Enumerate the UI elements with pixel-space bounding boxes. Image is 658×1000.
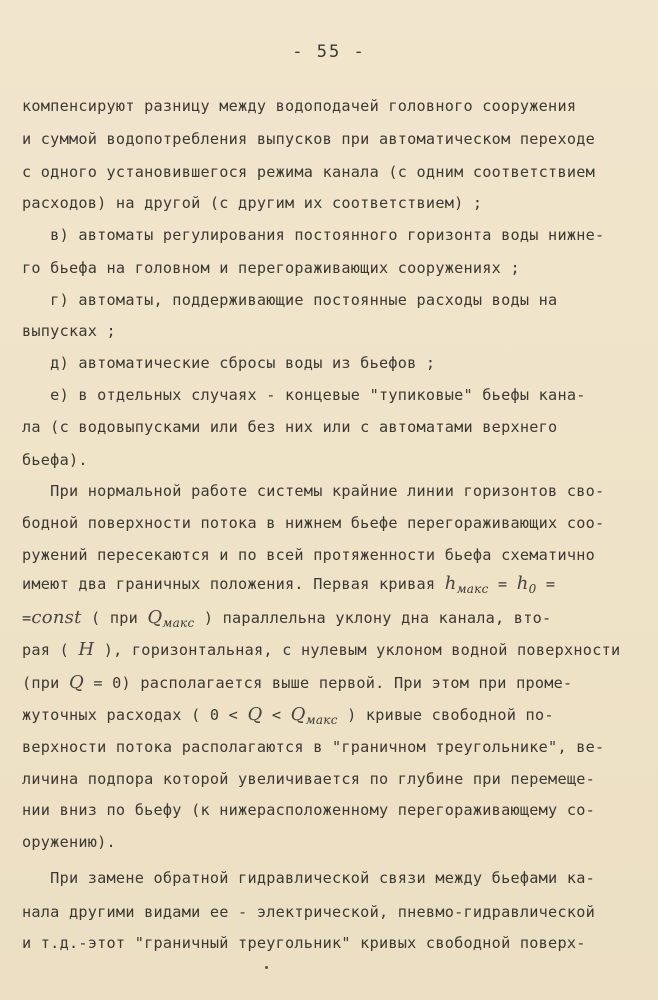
text-line: нала другими видами ее - электрической, пневмо-гидравлической <box>22 903 596 921</box>
text-segment: ) кривые свободной по- <box>337 706 554 724</box>
text-line: верхности потока располагаются в "граничном треугольнике", ве- <box>22 738 605 756</box>
handwritten-subscript: макс <box>305 713 338 727</box>
text-line: и т.д.-этот "граничный треугольник" кривых свободной поверх- <box>22 934 586 952</box>
text-line: бьефа). <box>22 451 88 469</box>
text-line: нии вниз по бьефу (к нижерасположенному перегораживающему со- <box>22 801 596 819</box>
page-number: - 55 - <box>292 42 366 62</box>
text-line: выпусках ; <box>22 322 116 340</box>
formula-line <box>22 705 648 730</box>
handwritten-symbol: Q <box>247 704 263 725</box>
text-segment: < <box>262 706 291 724</box>
handwritten-symbol: h <box>516 573 529 594</box>
text-line: го бьефа на головном и перегораживающих сооружениях ; <box>22 259 520 277</box>
text-line: и суммой водопотребления выпусков при автоматическом переходе <box>22 130 596 148</box>
text-segment: рая ( <box>22 641 79 659</box>
handwritten-symbol: h <box>444 573 457 594</box>
text-line: д) автоматические сбросы воды из бьефов ; <box>22 354 436 372</box>
text-segment: имеют два граничных положения. Первая кривая <box>22 575 436 593</box>
text-line: При замене обратной гидравлической связи между бьефами ка- <box>22 869 596 887</box>
text-line: ла (с водовыпусками или без них или с автоматами верхнего <box>22 418 558 436</box>
handwritten-subscript: макс <box>162 616 195 630</box>
text-segment: ), горизонтальная, с нулевым уклоном водной поверхности <box>94 641 621 659</box>
text-line: компенсируют разницу между водоподачей головного сооружения <box>22 97 577 115</box>
formula-line <box>22 640 648 660</box>
text-segment: = <box>22 609 32 627</box>
text-segment: = 0) располагается выше первой. При этом при проме- <box>83 674 573 692</box>
ink-mark <box>265 966 268 969</box>
text-segment: (при <box>22 674 69 692</box>
text-line: личина подпора которой увеличивается по глубине при перемеще- <box>22 770 596 788</box>
text-segment: жуточных расходах ( 0 < <box>22 706 248 724</box>
text-line: е) в отдельных случаях - концевые "тупиковые" бьефы кана- <box>22 386 586 404</box>
handwritten-subscript: 0 <box>528 582 537 596</box>
formula-line <box>22 608 648 633</box>
handwritten-symbol: H <box>78 639 95 660</box>
text-line: с одного установившегося режима канала (с одним соответствием <box>22 163 596 181</box>
handwritten-symbol: const <box>31 607 82 628</box>
handwritten-subscript: макс <box>456 582 489 596</box>
text-line: При нормальной работе системы крайние линии горизонтов сво- <box>22 482 605 500</box>
text-line: в) автоматы регулирования постоянного горизонта воды нижне- <box>22 226 605 244</box>
text-segment: ( при <box>81 609 148 627</box>
formula-line <box>22 574 648 599</box>
formula-line <box>22 673 648 693</box>
text-line: расходов) на другой (с другим их соответствием) ; <box>22 194 483 212</box>
handwritten-symbol: Q <box>290 704 306 725</box>
text-line: ружений пересекаются и по всей протяженности бьефа схематично <box>22 546 596 564</box>
handwritten-symbol: Q <box>147 607 163 628</box>
text-line: г) автоматы, поддерживающие постоянные расходы воды на <box>22 291 558 309</box>
text-segment: ) параллельна уклону дна канала, вто- <box>194 609 552 627</box>
text-line: оружению). <box>22 833 116 851</box>
text-segment: = <box>536 575 556 593</box>
handwritten-symbol: Q <box>68 672 84 693</box>
text-line: бодной поверхности потока в нижнем бьефе перегораживающих соо- <box>22 514 605 532</box>
text-segment: = <box>488 575 517 593</box>
